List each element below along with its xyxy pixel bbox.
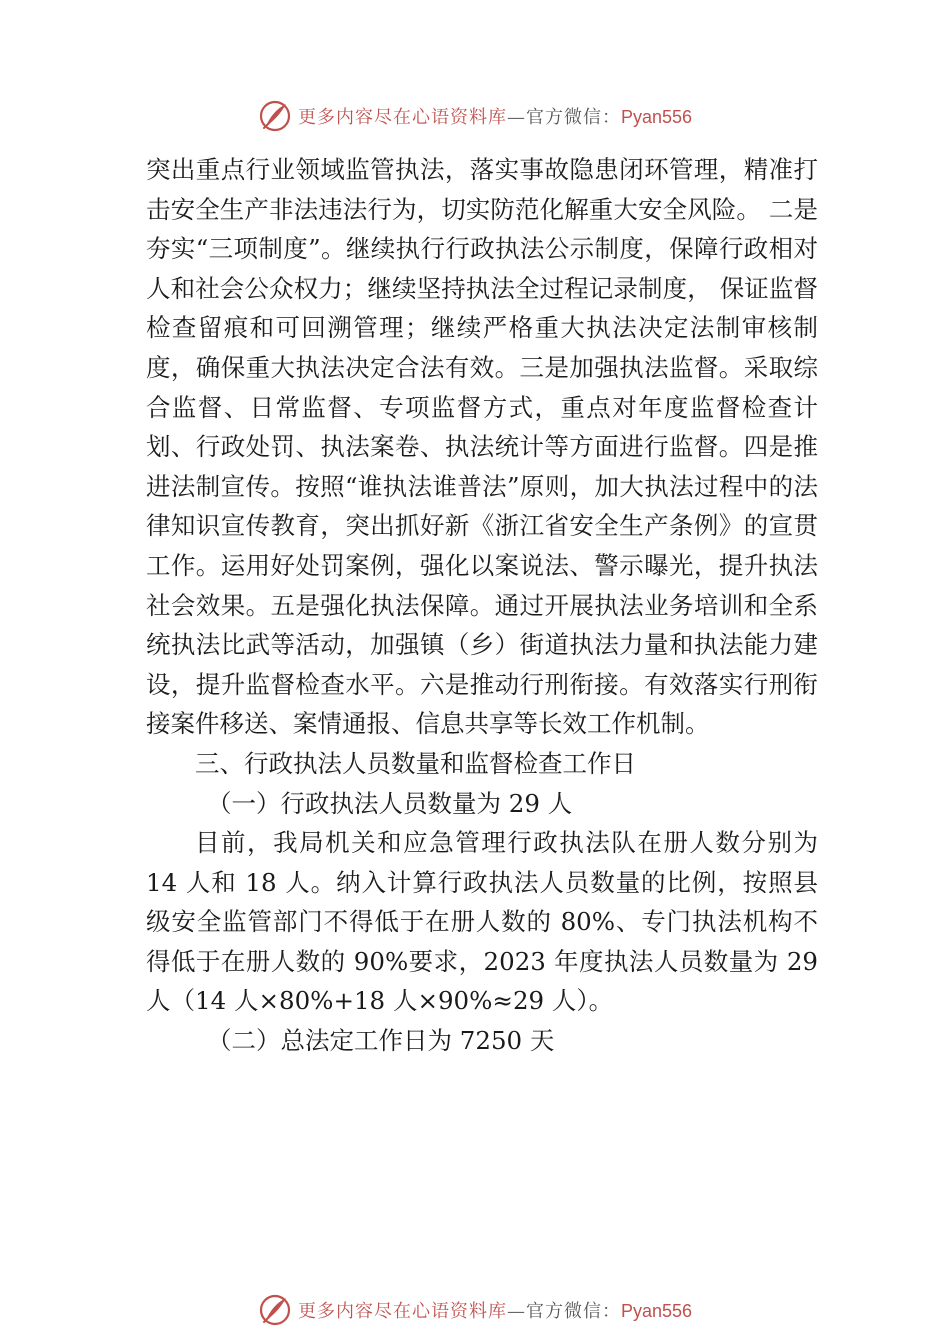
watermark-wechat-id: Pyan556 [620, 107, 693, 127]
section-heading-3: 三、行政执法人员数量和监督检查工作日 [195, 748, 636, 778]
watermark-wechat-id: Pyan556 [620, 1301, 693, 1321]
quill-pen-logo-icon [258, 99, 292, 133]
document-body [146, 150, 818, 1061]
body-paragraph-staff-count: 目前，我局机关和应急管理行政执法队在册人数分别为 14 人和 18 人。纳入计算行政执法人员数量的比例，按照县级安全监管部门不得低于在册人数的 80%、专门执法机构不得低于在册人数的 90%要求，2023 年度执法人员数量为 29 人（14 人×80%+18 人×90%≈29 人）。 [146, 828, 818, 1016]
watermark-separator: — [506, 1301, 526, 1322]
watermark-channel: 官方微信： [525, 107, 621, 128]
watermark-separator: — [506, 107, 526, 128]
watermark-brand: 更多内容尽在心语资料库 [297, 1301, 507, 1322]
watermark-brand: 更多内容尽在心语资料库 [297, 107, 507, 128]
watermark-channel: 官方微信： [525, 1301, 621, 1322]
watermark-text [298, 103, 692, 129]
subsection-heading-2: （二）总法定工作日为 7250 天 [207, 1026, 555, 1056]
subsection-heading-1: （一）行政执法人员数量为 29 人 [207, 788, 573, 818]
footer-watermark [0, 1290, 950, 1330]
quill-pen-logo-icon [258, 1293, 292, 1327]
body-paragraph-continued: 突出重点行业领域监管执法，落实事故隐患闭环管理，精准打击安全生产非法违法行为，切实防范化解重大安全风险。 二是夯实“三项制度”。继续执行行政执法公示制度，保障行政相对人和社会公众权力；继续坚持执法全过程记录制度， 保证监督检查留痕和可回溯管理；继续严格重大执法决定法制审核制度，确保重大执法决定合法有效。三是加强执法监督。采取综合监督、日常监督、专项监督方式，重点对年度监督检查计划、行政处罚、执法案卷、执法统计等方面进行监督。四是推进法制宣传。按照“谁执法谁普法”原则，加大执法过程中的法律知识宣传教育，突出抓好新《浙江省安全生产条例》的宣贯工作。运用好处罚案例，强化以案说法、警示曝光，提升执法社会效果。五是强化执法保障。通过开展执法业务培训和全系统执法比武等活动，加强镇（乡）街道执法力量和执法能力建设，提升监督检查水平。六是推动行刑衔接。有效落实行刑衔接案件移送、案情通报、信息共享等长效工作机制。 [146, 155, 818, 739]
watermark-text [298, 1297, 692, 1323]
header-watermark [0, 96, 950, 136]
